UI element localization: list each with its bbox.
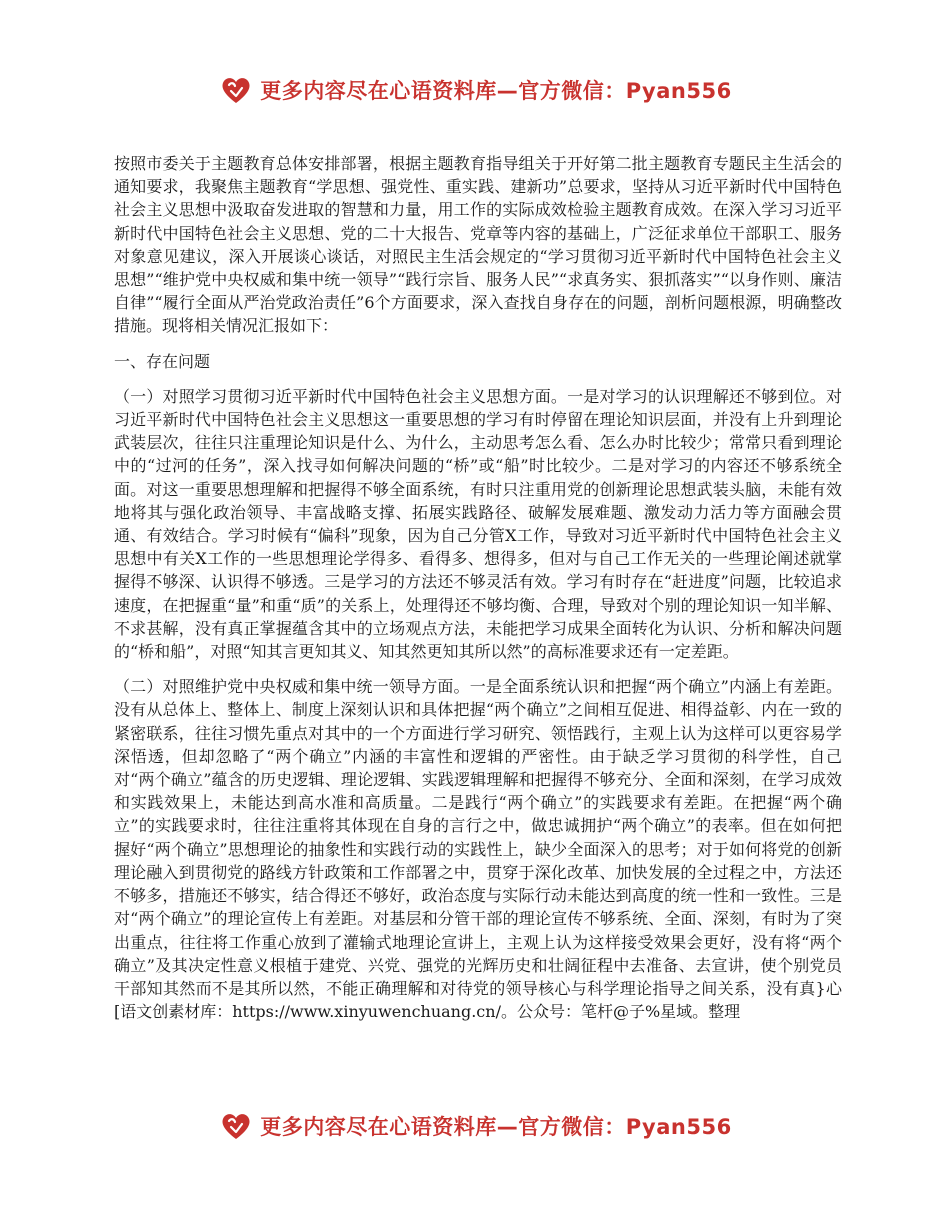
intro-paragraph: 按照市委关于主题教育总体安排部署，根据主题教育指导组关于开好第二批主题教育专题民主生活会的通知要求，我聚焦主题教育“学思想、强党性、重实践、建新功”总要求，坚持从习近平新时代中国特色社会主义思想中汲取奋发进取的智慧和力量，用工作的实际成效检验主题教育成效。在深入学习习近平新时代中国特色社会主义思想、党的二十大报告、党章等内容的基础上，广泛征求单位干部职工、服务对象意见建议，深入开展谈心谈话，对照民主生活会规定的“学习贯彻习近平新时代中国特色社会主义思想”“维护党中央权威和集中统一领导”“践行宗旨、服务人民”“求真务实、狠抓落实”“以身作则、廉洁自律”“履行全面从严治党政治责任”6个方面要求，深入查找自身存在的问题，剖析问题根源，明确整改措施。现将相关情况汇报如下： xyxy=(114,154,842,336)
paragraph-uphold-authority: （二）对照维护党中央权威和集中统一领导方面。一是全面系统认识和把握“两个确立”内涵上有差距。没有从总体上、整体上、制度上深刻认识和具体把握“两个确立”之间相互促进、相得益彰、内在一致的紧密联系，往往习惯先重点对其中的一个方面进行学习研究、领悟践行，主观上认为这样可以更容易学深悟透，但却忽略了“两个确立”内涵的丰富性和逻辑的严密性。由于缺乏学习贯彻的科学性，自己对“两个确立”蕴含的历史逻辑、理论逻辑、实践逻辑理解和把握得不够充分、全面和深刻，在学习成效和实践效果上，未能达到高水准和高质量。二是践行“两个确立”的实践要求有差距。在把握“两个确立”的实践要求时，往往注重将其体现在自身的言行之中，做忠诚拥护“两个确立”的表率。但在如何把握好“两个确立”思想理论的抽象性和实践行动的实践性上，缺少全面深入的思考；对于如何将党的创新理论融入到贯彻党的路线方针政策和工作部署之中，贯穿于深化改革、加快发展的全过程之中，方法还不够多，措施还不够实，结合得还不够好，政治态度与实际行动未能达到高度的统一性和一致性。三是对“两个确立”的理论宣传上有差距。对基层和分管干部的理论宣传不够系统、全面、深刻，有时为了突出重点，往往将工作重心放到了灌输式地理论宣讲上，主观上认为这样接受效果会更好，没有将“两个确立”及其决定性意义根植于建党、兴党、强党的光辉历史和壮阔征程中去准备、去宣讲，使个别党员干部知其然而不是其所以然，不能正确理解和对待党的领导核心与科学理论指导之间关系，没有真}心[语文创素材库：https://www.xinyuwenchuang.cn/。公众号：笔杆@子%星域。整理 xyxy=(114,677,842,1022)
document-body xyxy=(114,152,842,1035)
watermark-text: 更多内容尽在心语资料库—官方微信：Pyan556 xyxy=(260,79,732,103)
header-watermark-banner xyxy=(0,70,950,110)
paragraph-study-theory: （一）对照学习贯彻习近平新时代中国特色社会主义思想方面。一是对学习的认识理解还不够到位。对习近平新时代中国特色社会主义思想这一重要思想的学习有时停留在理论知识层面，并没有上升到理论武装层次，往往只注重理论知识是什么、为什么，主动思考怎么看、怎么办时比较少；常常只看到理论中的“过河的任务”，深入找寻如何解决问题的“桥”或“船”时比较少。二是对学习的内容还不够系统全面。对这一重要思想理解和把握得不够全面系统，有时只注重用党的创新理论思想武装头脑，未能有效地将其与强化政治领导、丰富战略支撑、拓展实践路径、破解发展难题、激发动力活力等方面融会贯通、有效结合。学习时候有“偏科”现象，因为自己分管X工作，导致对习近平新时代中国特色社会主义思想中有关X工作的一些思想理论学得多、看得多、想得多，但对与自己工作无关的一些理论阐述就掌握得不够深、认识得不够透。三是学习的方法还不够灵活有效。学习有时存在“赶进度”问题，比较追求速度，在把握重“量”和重“质”的关系上，处理得还不够均衡、合理，导致对个别的理论知识一知半解、不求甚解，没有真正掌握蕴含其中的立场观点方法，未能把学习成果全面转化为认识、分析和解决问题的“桥和船”，对照“知其言更知其义、知其然更知其所以然”的高标准要求还有一定差距。 xyxy=(114,386,842,662)
heart-logo-icon xyxy=(218,1108,254,1144)
watermark-text: 更多内容尽在心语资料库—官方微信：Pyan556 xyxy=(260,1115,732,1139)
heart-logo-icon xyxy=(218,72,254,108)
section-heading: 一、存在问题 xyxy=(114,351,211,371)
footer-watermark-banner xyxy=(0,1106,950,1146)
